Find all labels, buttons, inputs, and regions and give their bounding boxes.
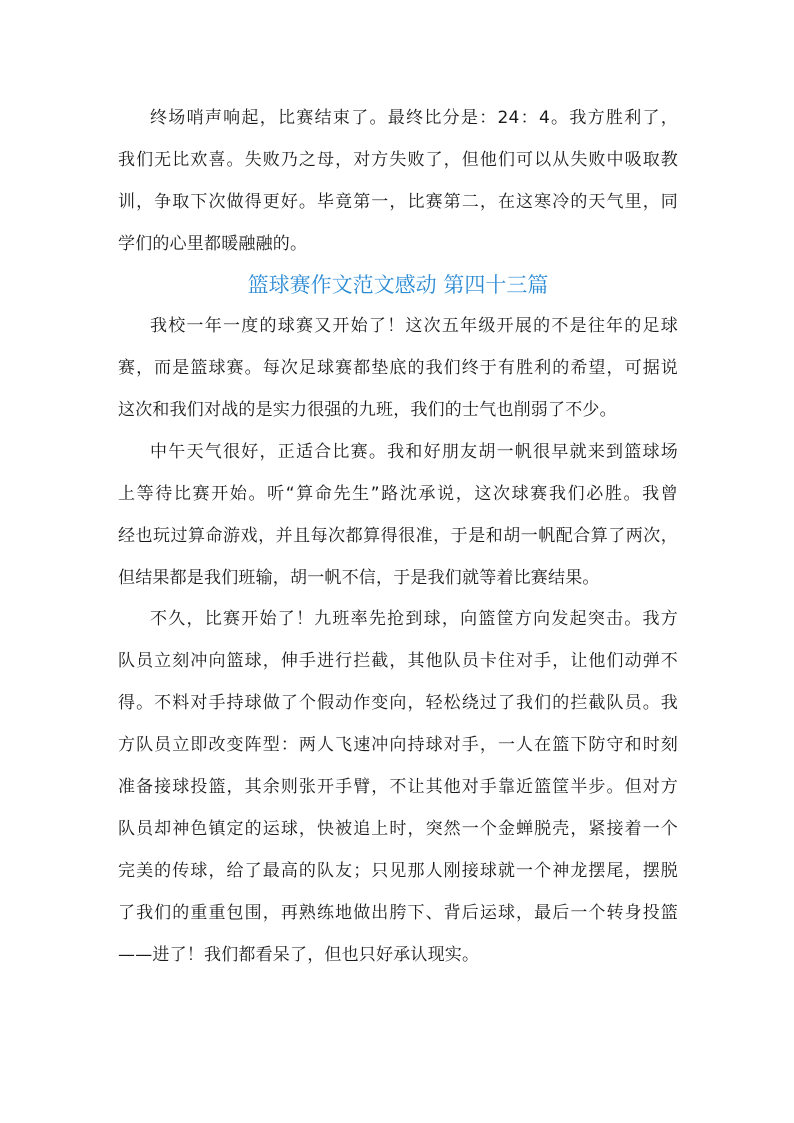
text-line: 我们无比欢喜。失败乃之母，对方失败了，但他们可以从失败中吸取教 — [118, 150, 678, 170]
text-line: 完美的传球，给了最高的队友；只见那人刚接球就一个神龙摆尾，摆脱 — [118, 861, 678, 881]
text-line: 中午天气很好，正适合比赛。我和好朋友胡一帆很早就来到篮球场 — [150, 442, 678, 462]
text-line: 经也玩过算命游戏，并且每次都算得很准，于是和胡一帆配合算了两次， — [118, 526, 678, 546]
section-heading: 篮球赛作文范文感动 第四十三篇 — [247, 273, 549, 297]
text-line: 终场哨声响起，比赛结束了。最终比分是：24：4。我方胜利了， — [150, 108, 678, 128]
text-line: ——进了！我们都看呆了，但也只好承认现实。 — [118, 945, 480, 965]
text-line: 这次和我们对战的是实力很强的九班，我们的士气也削弱了不少。 — [118, 400, 617, 420]
text-line: 队员却神色镇定的运球，快被追上时，突然一个金蝉脱壳，紧接着一个 — [118, 819, 678, 839]
paragraph-intro — [118, 305, 678, 431]
text-line: 赛，而是篮球赛。每次足球赛都垫底的我们终于有胜利的希望，可据说 — [118, 358, 678, 378]
text-line: 准备接球投篮，其余则张开手臂，不让其他对手靠近篮筐半步。但对方 — [118, 777, 678, 797]
text-line: 我校一年一度的球赛又开始了！这次五年级开展的不是往年的足球 — [150, 316, 678, 336]
text-line: 学们的心里都暖融融的。 — [118, 234, 308, 254]
text-line: 得。不料对手持球做了个假动作变向，轻松绕过了我们的拦截队员。我 — [118, 693, 678, 713]
paragraph-match — [118, 598, 678, 976]
paragraph-noon — [118, 431, 678, 599]
text-line: 训，争取下次做得更好。毕竟第一，比赛第二，在这寒冷的天气里，同 — [118, 192, 678, 212]
text-line: 但结果都是我们班输，胡一帆不信，于是我们就等着比赛结果。 — [118, 568, 600, 588]
text-line: 不久，比赛开始了！九班率先抢到球，向篮筐方向发起突击。我方 — [150, 609, 678, 629]
text-line: 方队员立即改变阵型：两人飞速冲向持球对手，一人在篮下防守和时刻 — [118, 735, 678, 755]
paragraph-score-ending — [118, 97, 678, 265]
text-line: 上等待比赛开始。听“算命先生”路沈承说，这次球赛我们必胜。我曾 — [118, 484, 678, 504]
text-line: 队员立刻冲向篮球，伸手进行拦截，其他队员卡住对手，让他们动弹不 — [118, 651, 678, 671]
text-line: 了我们的重重包围，再熟练地做出胯下、背后运球，最后一个转身投篮 — [118, 903, 678, 923]
